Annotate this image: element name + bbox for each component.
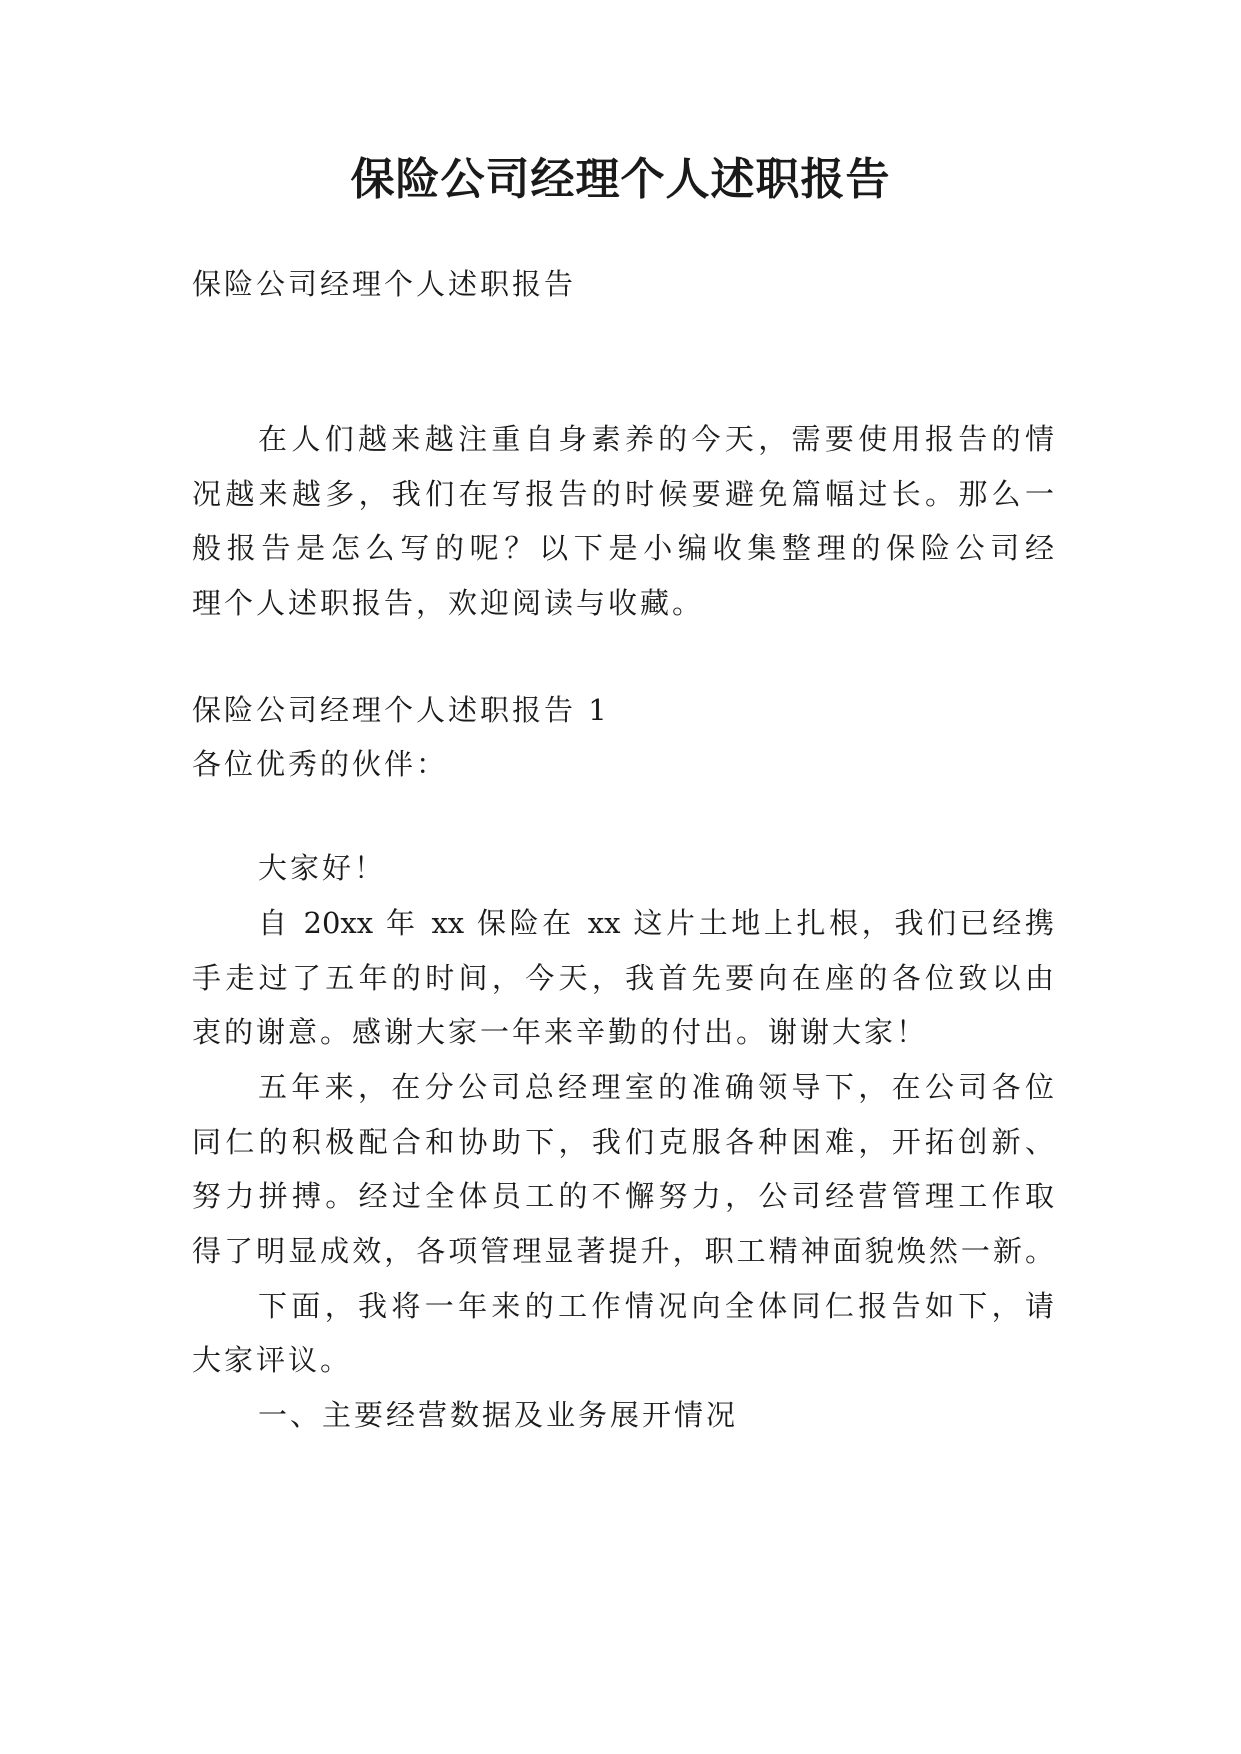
intro-line: 况越来越多，我们在写报告的时候要避免篇幅过长。那么一 [192,477,1054,511]
paragraph-line: 自 20xx 年 xx 保险在 xx 这片土地上扎根，我们已经携 [258,906,1054,940]
salutation: 各位优秀的伙伴： [192,747,449,781]
paragraph-line: 五年来，在分公司总经理室的准确领导下，在公司各位 [258,1070,1054,1104]
paragraph-line: 努力拼搏。经过全体员工的不懈努力，公司经营管理工作取 [192,1179,1054,1213]
intro-line: 在人们越来越注重自身素养的今天，需要使用报告的情 [258,422,1054,456]
paragraph-line: 下面，我将一年来的工作情况向全体同仁报告如下，请 [258,1289,1054,1323]
document-subtitle: 保险公司经理个人述职报告 [192,267,577,301]
section-title: 保险公司经理个人述职报告 1 [192,693,610,727]
paragraph-line: 同仁的积极配合和协助下，我们克服各种困难，开拓创新、 [192,1125,1054,1159]
greeting: 大家好！ [258,851,387,885]
document-title: 保险公司经理个人述职报告 [350,154,891,205]
intro-line: 般报告是怎么写的呢？以下是小编收集整理的保险公司经 [192,531,1054,565]
paragraph-line: 手走过了五年的时间，今天，我首先要向在座的各位致以由 [192,961,1054,995]
intro-line: 理个人述职报告，欢迎阅读与收藏。 [192,586,705,620]
paragraph-line: 衷的谢意。感谢大家一年来辛勤的付出。谢谢大家！ [192,1015,929,1049]
paragraph-line: 得了明显成效，各项管理显著提升，职工精神面貌焕然一新。 [192,1234,1054,1268]
paragraph-line: 大家评议。 [192,1343,353,1377]
section-heading: 一、主要经营数据及业务展开情况 [258,1398,739,1432]
